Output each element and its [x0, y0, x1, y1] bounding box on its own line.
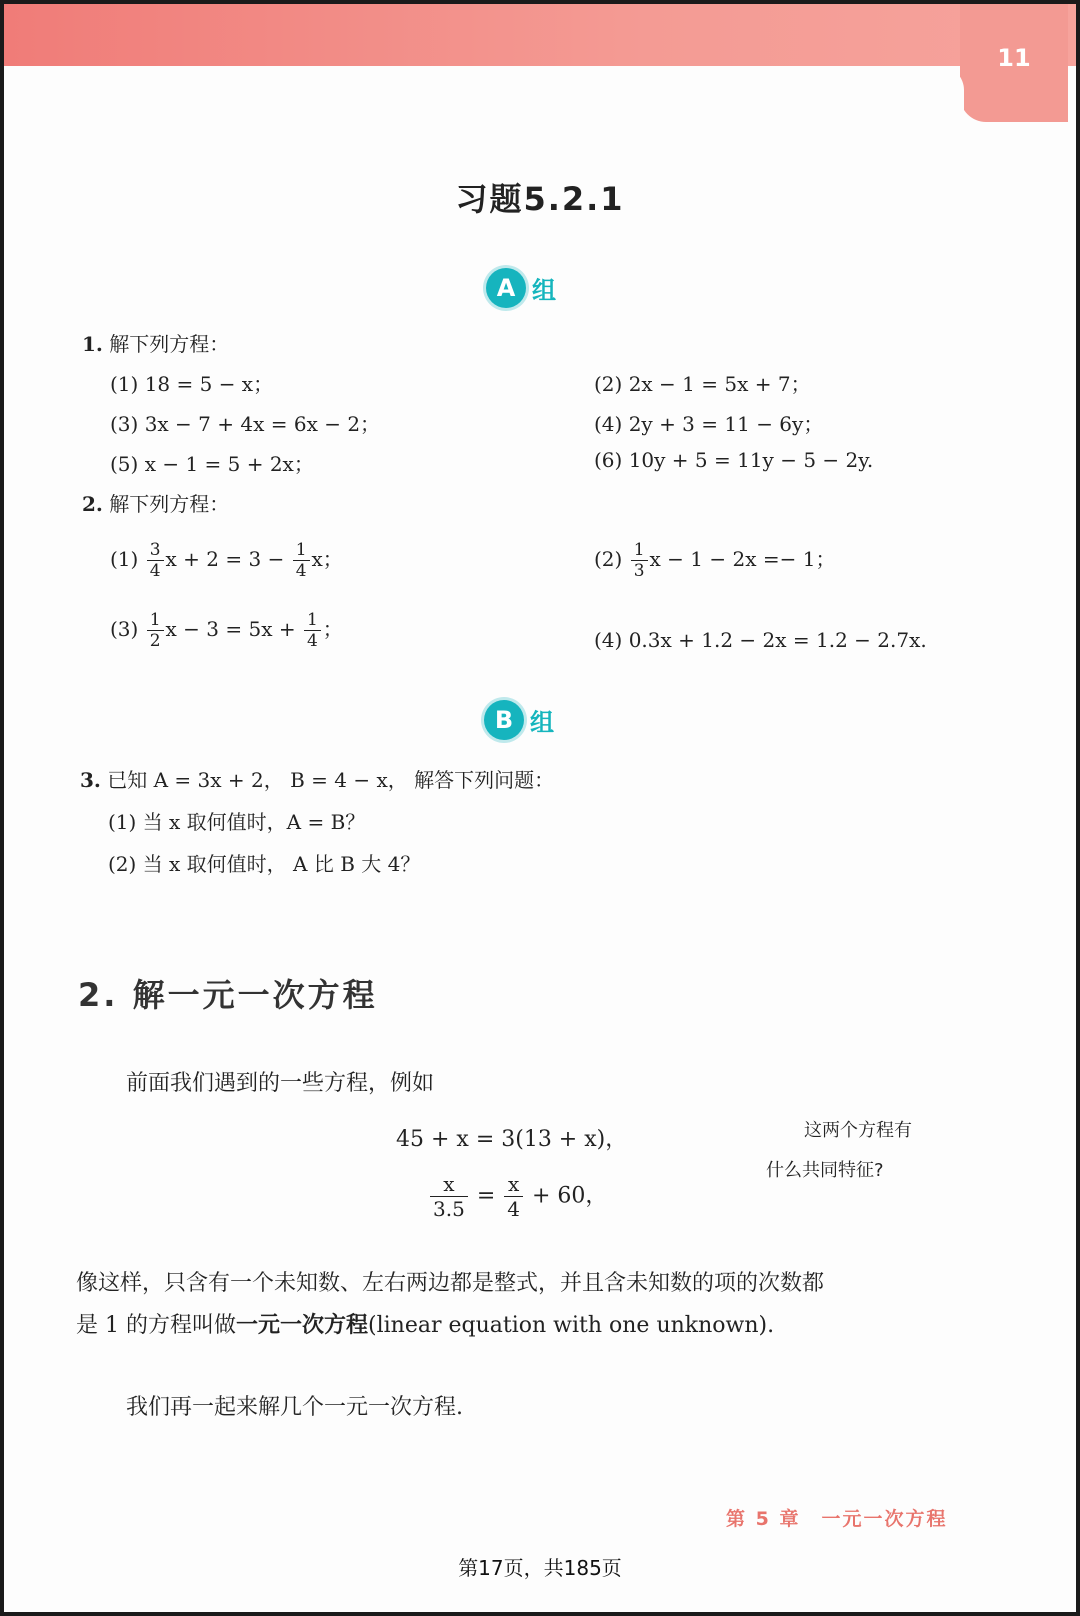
q2-item-3: [110, 610, 343, 651]
equation-2-end: + 60，: [531, 1183, 608, 1209]
q2-item-1-index: (1): [110, 547, 139, 571]
q2-item-2-index: (2): [594, 547, 623, 571]
question-1-number: 1.: [82, 332, 103, 356]
group-b-label: 组: [530, 708, 554, 737]
question-1: [82, 328, 229, 357]
denominator: 3: [633, 561, 645, 581]
question-3: [80, 764, 554, 793]
q1-item: (3) 3x − 7 + 4x = 6x − 2；: [110, 412, 381, 436]
q2-item-3-index: (3): [110, 617, 139, 641]
side-note-line-2: 什么共同特征?: [766, 1160, 884, 1181]
header-notch: [4, 66, 964, 126]
numerator: 1: [304, 610, 321, 631]
question-1-prompt: 解下列方程：: [109, 332, 230, 356]
numerator: x: [504, 1172, 523, 1197]
group-a-label: 组: [532, 276, 556, 305]
numerator: 1: [631, 540, 648, 561]
denominator: 4: [295, 561, 307, 581]
denominator: 4: [149, 561, 161, 581]
denominator: 4: [306, 631, 318, 651]
q2-item-3-middle: x − 3 = 5x +: [165, 617, 296, 641]
q3-sub-1: (1) 当 x 取何值时，A = B？: [108, 810, 366, 834]
fraction: [304, 610, 321, 651]
group-b-heading: [484, 700, 554, 740]
question-2-prompt: 解下列方程：: [109, 492, 230, 516]
question-2-number: 2.: [82, 492, 103, 516]
q1-item: (2) 2x − 1 = 5x + 7；: [594, 372, 811, 396]
denominator: 2: [149, 631, 161, 651]
definition-line-2: [76, 1308, 774, 1339]
q1-item: (1) 18 = 5 − x；: [110, 372, 274, 396]
definition-term: 一元一次方程: [235, 1312, 368, 1338]
group-b-badge: B: [484, 700, 524, 740]
equation-1: 45 + x = 3(13 + x)，: [396, 1127, 628, 1152]
fraction: [147, 540, 164, 581]
q3-sub-2: (2) 当 x 取何值时， A 比 B 大 4？: [108, 852, 421, 876]
group-a-heading: [486, 268, 556, 308]
question-3-prompt: 已知 A = 3x + 2， B = 4 − x， 解答下列问题：: [107, 768, 555, 792]
fraction: [147, 610, 164, 651]
q1-item: (6) 10y + 5 = 11y − 5 − 2y.: [594, 448, 874, 472]
fraction: [504, 1172, 523, 1221]
numerator: 1: [147, 610, 164, 631]
numerator: 1: [293, 540, 310, 561]
closing-text: 我们再一起来解几个一元一次方程.: [126, 1395, 463, 1420]
definition-line-1: 像这样，只含有一个未知数、左右两边都是整式，并且含未知数的项的次数都: [76, 1271, 825, 1296]
q2-item-2: [594, 540, 835, 581]
pagination: 第17页，共185页: [458, 1556, 622, 1580]
q2-item-1: [110, 540, 343, 581]
numerator: x: [430, 1172, 468, 1197]
numerator: 3: [147, 540, 164, 561]
fraction: [293, 540, 310, 581]
equation-2: [428, 1172, 607, 1221]
denominator: 4: [507, 1197, 520, 1221]
group-a-badge: A: [486, 268, 526, 308]
section-title: 2. 解一元一次方程: [78, 976, 378, 1014]
q1-item: (5) x − 1 = 5 + 2x；: [110, 452, 314, 476]
fraction: [430, 1172, 468, 1221]
question-2: [82, 488, 229, 517]
fraction: [631, 540, 648, 581]
q2-item-3-end: ；: [322, 617, 343, 641]
definition-suffix: (linear equation with one unknown).: [368, 1313, 775, 1338]
side-note-line-1: 这两个方程有: [804, 1120, 912, 1141]
textbook-page: [4, 4, 1076, 1612]
denominator: 3.5: [433, 1197, 465, 1221]
exercise-title: 习题5.2.1: [455, 180, 625, 218]
intro-text: 前面我们遇到的一些方程，例如: [126, 1071, 435, 1096]
page-number-tab: 11: [960, 4, 1068, 122]
equals-sign: =: [476, 1183, 496, 1209]
header-band: [4, 4, 1076, 66]
q2-item-4: (4) 0.3x + 1.2 − 2x = 1.2 − 2.7x.: [594, 628, 927, 652]
q1-item: (4) 2y + 3 = 11 − 6y；: [594, 412, 824, 436]
question-3-number: 3.: [80, 768, 101, 792]
q2-item-1-middle: x + 2 = 3 −: [165, 547, 285, 571]
definition-prefix: 是 1 的方程叫做: [76, 1313, 236, 1338]
q2-item-1-end: x；: [311, 547, 343, 571]
q2-item-2-end: x − 1 − 2x =− 1；: [649, 547, 836, 571]
chapter-footer: 第 5 章 一元一次方程: [726, 1508, 948, 1530]
